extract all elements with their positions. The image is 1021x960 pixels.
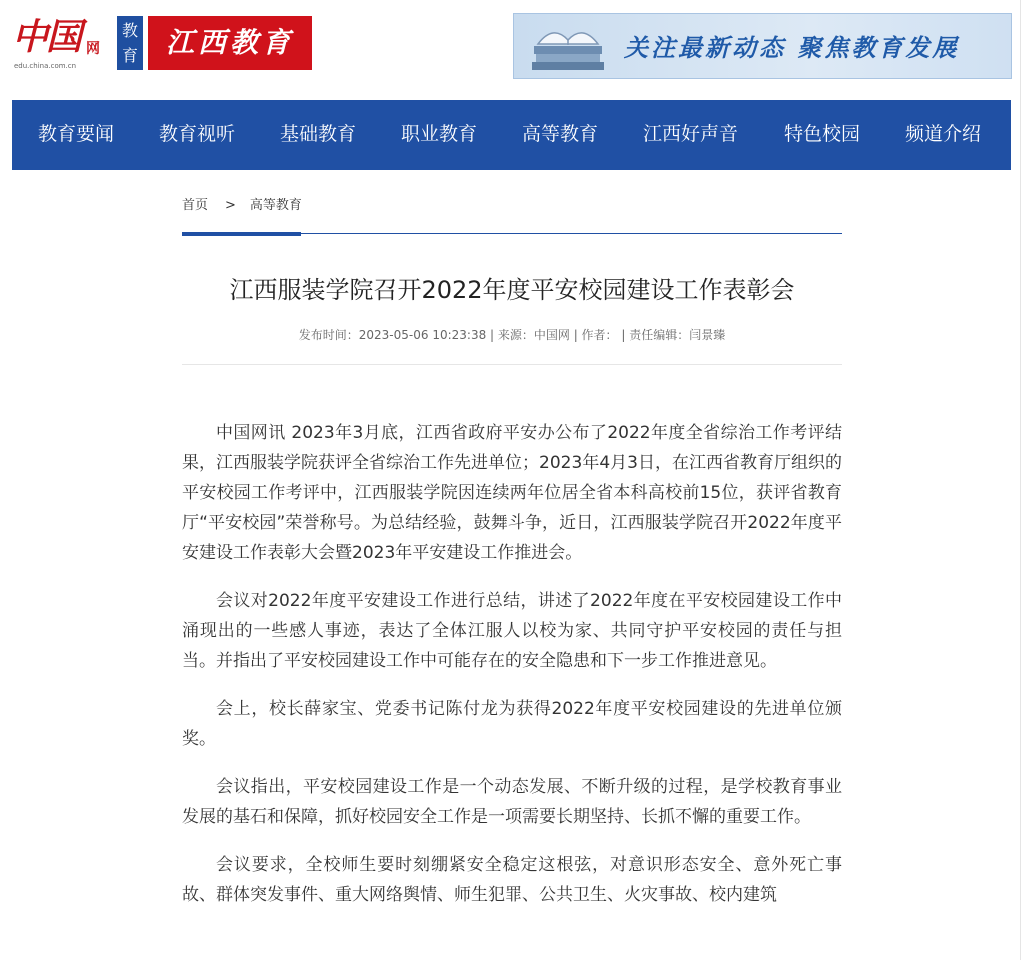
nav-item-jiangxi-voice[interactable]: 江西好声音 [643,123,739,145]
nav-item-higher-education[interactable]: 高等教育 [522,123,599,145]
china-net-logo[interactable] [10,14,110,72]
article-paragraph: 会上，校长薛家宝、党委书记陈付龙为获得2022年度平安校园建设的先进单位颁奖。 [182,699,842,749]
meta-divider [182,364,842,365]
logo-wordmark: 中国 [12,16,81,58]
logo-domain: edu.china.com.cn [14,62,77,70]
article-title: 江西服装学院召开2022年度平安校园建设工作表彰会 [229,276,795,304]
nav-item-vocational-education[interactable]: 职业教育 [401,123,478,145]
nav-item-video[interactable]: 教育视听 [159,123,236,145]
site-header [0,0,1021,100]
article-paragraph: 会议要求，全校师生要时刻绷紧安全稳定这根弦，对意识形态安全、意外死亡事故、群体突发事件、重大网络舆情、师生犯罪、公共卫生、火灾事故、校内建筑 [182,855,842,905]
nav-item-news[interactable]: 教育要闻 [38,123,115,145]
article-paragraph: 中国网讯 2023年3月底，江西省政府平安办公布了2022年度全省综治工作考评结果，江西服装学院获评全省综治工作先进单位；2023年4月3日，在江西省教育厅组织的平安校园工作考评中，江西服装学院因连续两年位居全省本科高校前15位，获评省教育厅“平安校园”荣誉称号。为总结经验，鼓舞斗争，近日，江西服装学院召开2022年度平安建设工作表彰大会暨2023年平安建设工作推进会。 [182,423,842,563]
breadcrumb-home-link[interactable]: 首页 [182,198,209,213]
breadcrumb-current-link[interactable]: 高等教育 [249,198,302,213]
logo-suffix: 网 [86,41,100,57]
banner-slogan: 关注最新动态 聚焦教育发展 [624,33,960,62]
nav-item-featured-campus[interactable]: 特色校园 [784,123,861,145]
article-paragraph: 会议指出，平安校园建设工作是一个动态发展、不断升级的过程，是学校教育事业发展的基石和保障，抓好校园安全工作是一项需要长期坚持、长抓不懈的重要工作。 [182,777,842,827]
nav-item-basic-education[interactable]: 基础教育 [280,123,357,145]
nav-item-channel-intro[interactable]: 频道介绍 [905,123,982,145]
breadcrumb-separator: > [225,198,236,213]
header-banner [513,13,1012,79]
jiangxi-edu-channel-logo[interactable]: 江西教育 [148,16,312,70]
edu-channel-tag[interactable]: 教育 [117,16,143,70]
article-meta: 发布时间：2023-05-06 10:23:38 | 来源：中国网 | 作者： | 责任编辑：闫景臻 [298,328,726,342]
books-icon [518,14,618,79]
article-body [182,418,842,928]
breadcrumb-divider-accent [182,232,301,236]
article-paragraph: 会议对2022年度平安建设工作进行总结，讲述了2022年度在平安校园建设工作中涌现出的一些感人事迹，表达了全体江服人以校为家、共同守护平安校园的责任与担当。并指出了平安校园建设工作中可能存在的安全隐患和下一步工作推进意见。 [182,591,842,671]
main-nav [12,100,1011,170]
breadcrumb [182,194,302,213]
